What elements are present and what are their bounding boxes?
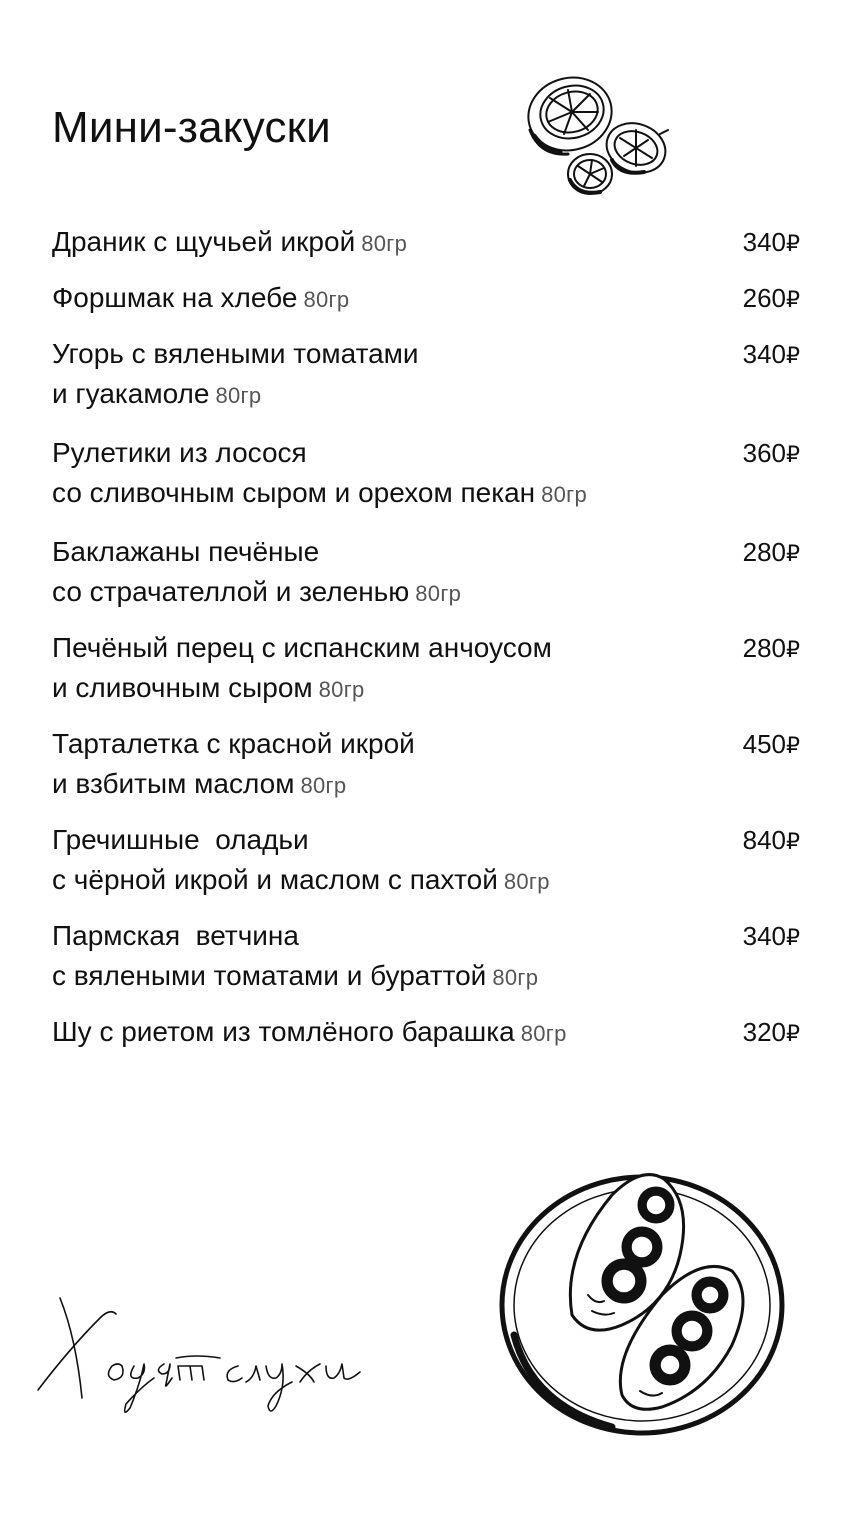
currency-sign: ₽ [786,343,800,368]
dish-weight: 80гр [303,287,350,312]
menu-item [52,334,800,433]
dish-price-box [743,916,800,958]
dish-price-box [743,724,800,766]
dish-price-box [743,532,800,574]
dish-price: 450 [742,729,786,759]
dish-price: 340 [742,227,786,257]
dish-description: и гуакамоле [52,378,210,409]
menu-item [52,628,800,724]
dish-weight: 80гр [541,482,588,507]
dish-price-box [743,628,800,670]
dish-description: со сливочным сыром и орехом пекан [52,477,536,508]
dish-name: Печёный перец с испанским анчоусом [52,632,552,663]
dish-name: Баклажаны печёные [52,536,320,567]
dish-weight: 80гр [300,773,347,798]
menu-item [52,916,800,1012]
dish-weight: 80гр [361,231,408,256]
dish-weight: 80гр [492,965,539,990]
dish-price-box [743,278,800,320]
dish-price: 340 [742,921,786,951]
dish-price: 320 [742,1017,786,1047]
currency-sign: ₽ [786,925,800,950]
currency-sign: ₽ [786,1021,800,1046]
dish-price: 340 [742,339,786,369]
dish-price: 280 [742,633,786,663]
dish-name: Гречишные оладьи [52,824,309,855]
dish-name: Форшмак на хлебе [52,282,298,313]
section-title: Мини-закуски [52,103,331,152]
lemons-sketch-icon [520,68,672,200]
dish-name: Тарталетка с красной икрой [52,728,415,759]
dish-price-box [743,334,800,376]
dish-price-box [743,433,800,475]
menu-item [52,1012,800,1062]
dish-name: Драник с щучьей икрой [52,226,356,257]
currency-sign: ₽ [786,637,800,662]
currency-sign: ₽ [786,287,800,312]
menu-item [52,532,800,628]
dish-description: с вялеными томатами и бураттой [52,960,487,991]
dish-price-box [743,820,800,862]
dish-description: со страчателлой и зеленью [52,576,410,607]
dish-price-box [743,1012,800,1054]
currency-sign: ₽ [786,231,800,256]
dish-weight: 80гр [503,869,550,894]
dish-weight: 80гр [215,383,262,408]
plate-with-toasts-sketch-icon [492,1155,792,1440]
dish-price: 840 [742,825,786,855]
dish-price: 260 [742,283,786,313]
item-line [52,222,407,264]
dish-weight: 80гр [415,581,462,606]
dish-description: с чёрной икрой и маслом с пахтой [52,864,498,895]
dish-name: Угорь с вялеными томатами [52,338,419,369]
currency-sign: ₽ [786,442,800,467]
signature-logo [30,1278,425,1418]
menu-list [52,222,800,1062]
menu-item [52,278,800,334]
menu-item [52,222,800,278]
dish-weight: 80гр [318,677,365,702]
menu-item [52,820,800,916]
dish-price: 360 [742,438,786,468]
dish-price-box [743,222,800,264]
menu-item [52,724,800,820]
dish-description: и взбитым маслом [52,768,295,799]
dish-price: 280 [742,537,786,567]
currency-sign: ₽ [786,733,800,758]
currency-sign: ₽ [786,829,800,854]
currency-sign: ₽ [786,541,800,566]
dish-name: Рулетики из лосося [52,437,307,468]
dish-description: и сливочным сыром [52,672,313,703]
menu-item [52,433,800,532]
dish-name: Пармская ветчина [52,920,299,951]
dish-weight: 80гр [520,1021,567,1046]
dish-name: Шу с риетом из томлёного барашка [52,1016,515,1047]
